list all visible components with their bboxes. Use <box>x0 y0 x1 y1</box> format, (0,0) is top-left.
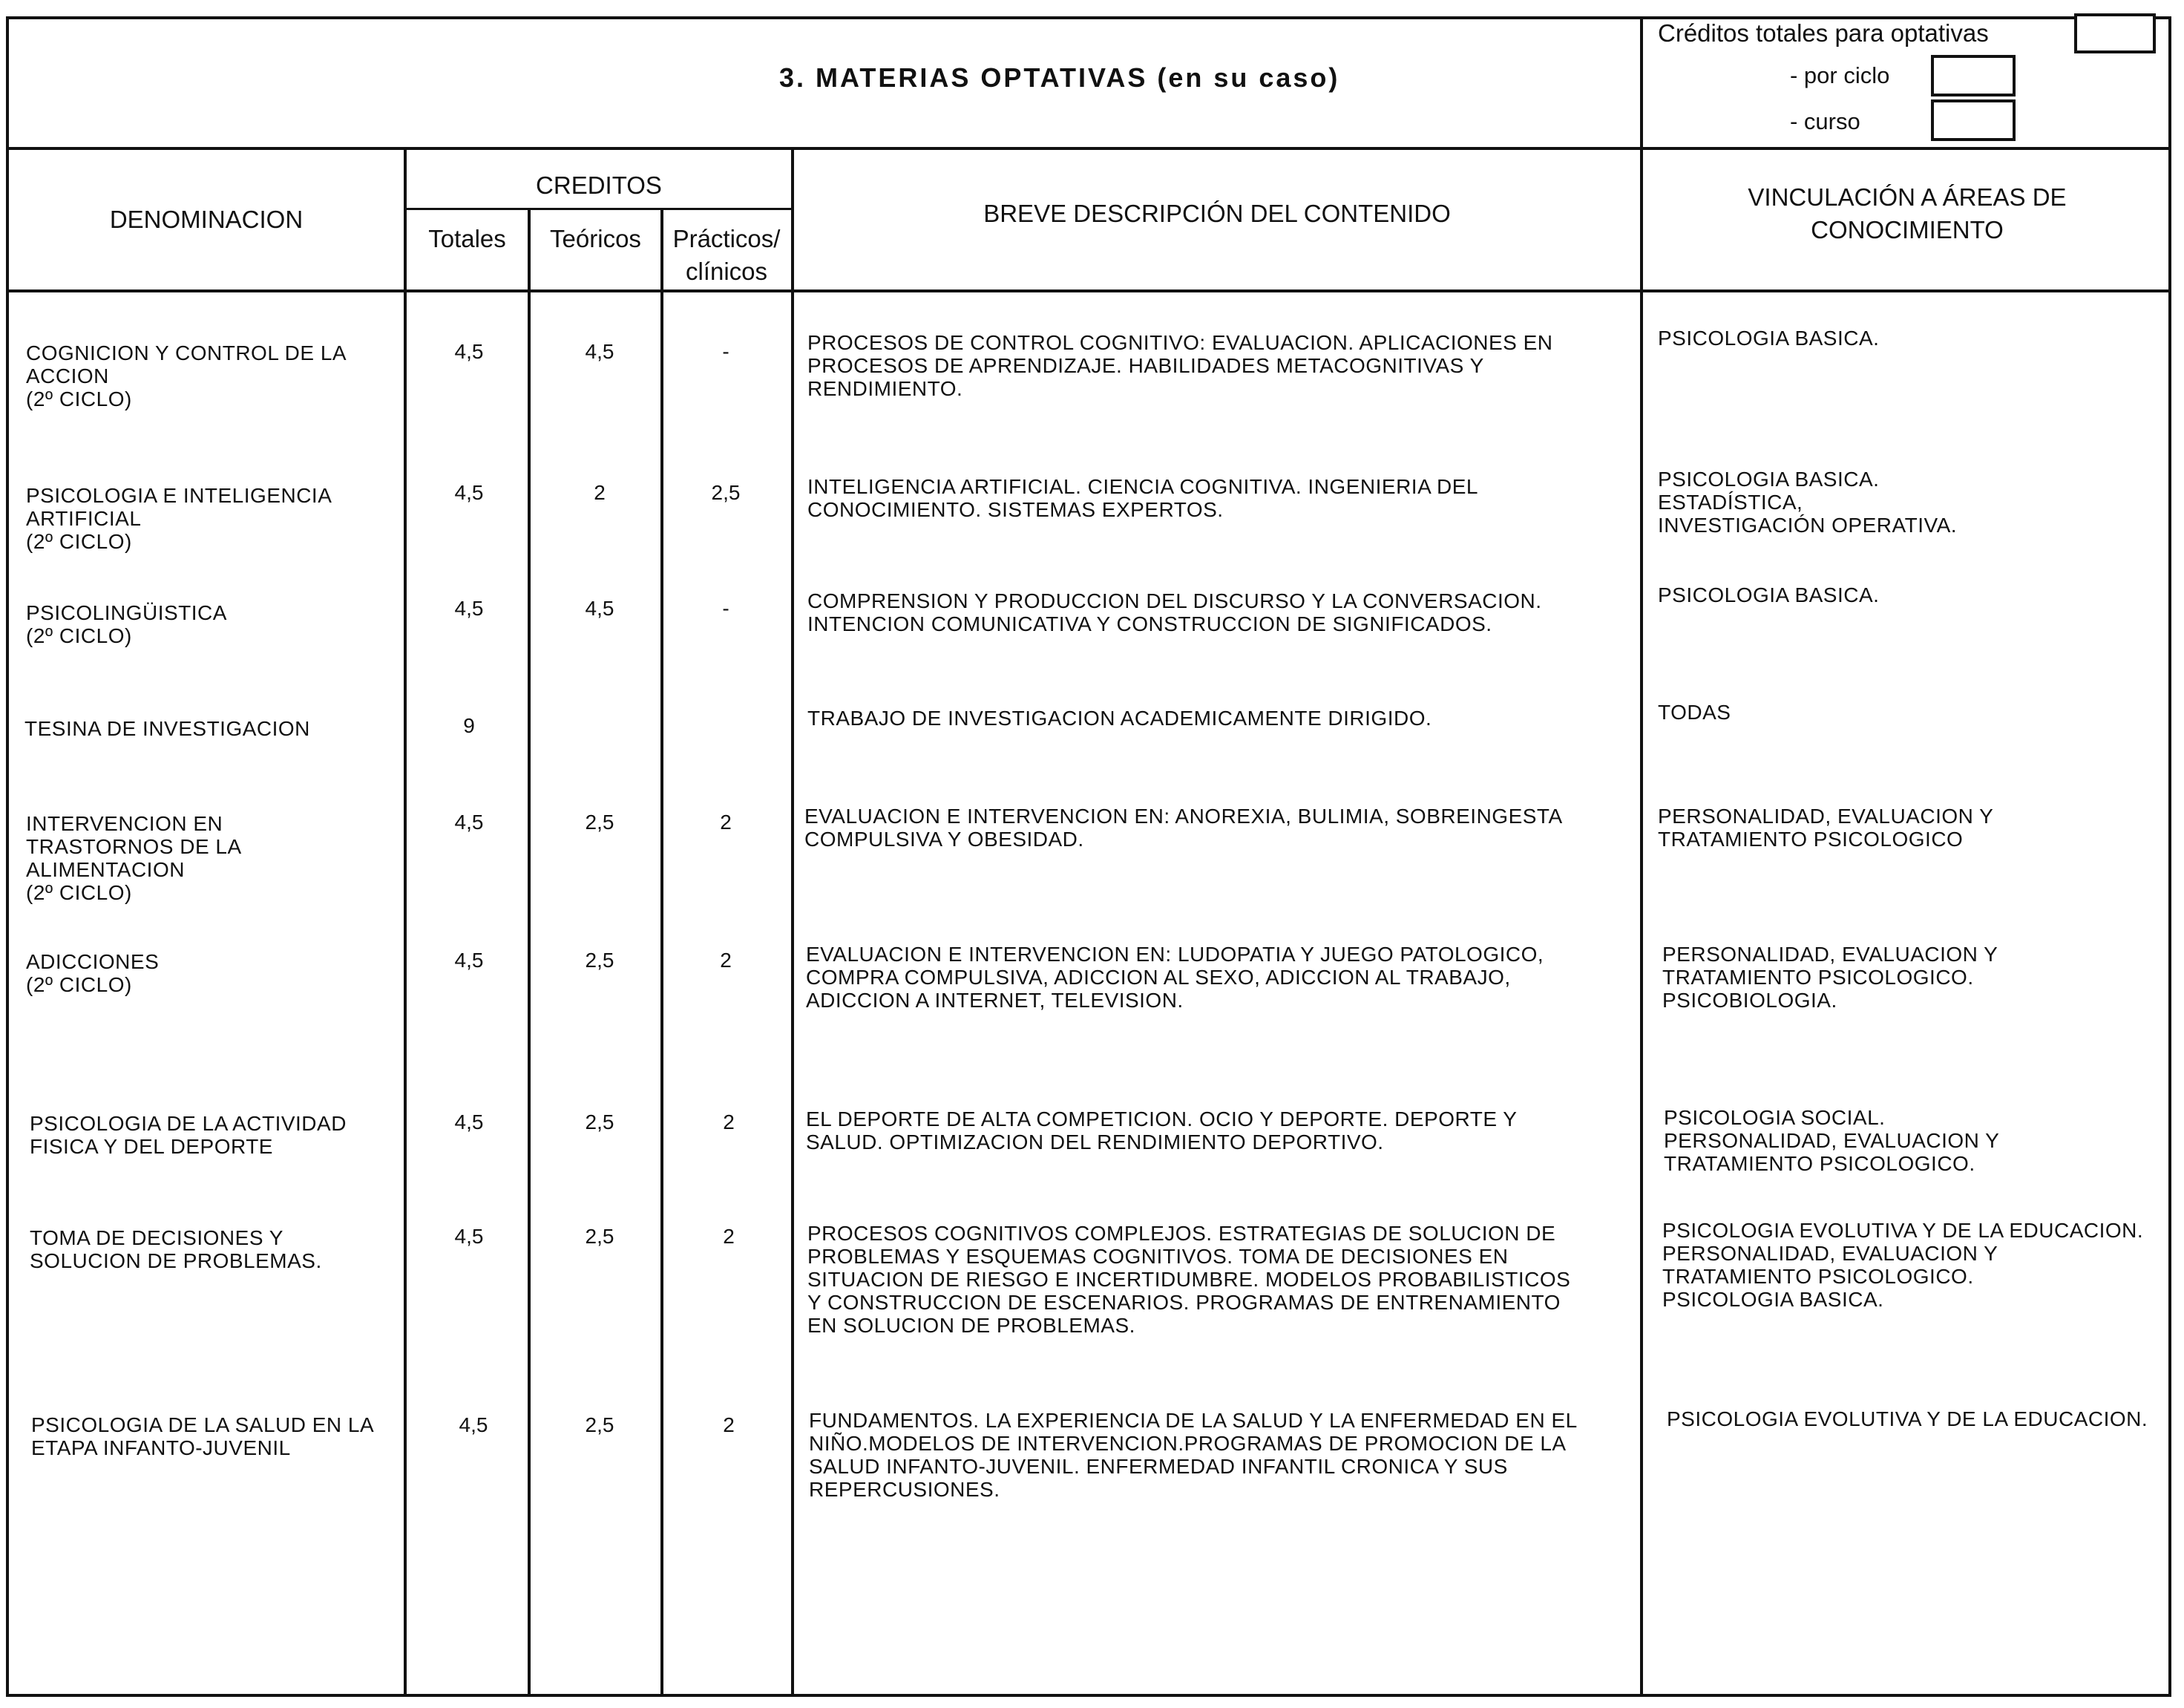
row-2-name: PSICOLOGIA E INTELIGENCIA ARTIFICIAL (2º CICLO) <box>26 484 332 553</box>
row-7-totales: 4,5 <box>454 1110 484 1133</box>
row-5-practicos: 2 <box>720 811 732 834</box>
row-3-practicos: - <box>722 597 729 620</box>
row-6-description: EVALUACION E INTERVENCION EN: LUDOPATIA Y JUEGO PATOLOGICO, COMPRA COMPULSIVA, ADICCION AL SEXO, ADICCION AL TRABAJO, ADICCION A INTERNET, TELEVISION. <box>806 943 1544 1012</box>
row-9-totales: 4,5 <box>459 1413 488 1436</box>
row-2-totales: 4,5 <box>454 481 484 504</box>
divider-col-totales <box>528 208 531 1697</box>
row-9-areas: PSICOLOGIA EVOLUTIVA Y DE LA EDUCACION. <box>1667 1407 2148 1430</box>
row-6-name: ADICCIONES (2º CICLO) <box>26 950 160 996</box>
divider-col-denominacion <box>404 147 407 1697</box>
header-descripcion: BREVE DESCRIPCIÓN DEL CONTENIDO <box>983 200 1451 227</box>
divider-col-creditos <box>791 147 794 1697</box>
divider-col-descripcion <box>1640 16 1643 1697</box>
row-7-teoricos: 2,5 <box>585 1110 614 1133</box>
row-1-totales: 4,5 <box>454 340 484 363</box>
header-creditos: CREDITOS <box>536 171 662 199</box>
row-2-description: INTELIGENCIA ARTIFICIAL. CIENCIA COGNITIVA. INGENIERIA DEL CONOCIMIENTO. SISTEMAS EXPERTOS. <box>807 475 1478 521</box>
row-5-name: INTERVENCION EN TRASTORNOS DE LA ALIMENTACION (2º CICLO) <box>26 812 242 904</box>
row-7-name: PSICOLOGIA DE LA ACTIVIDAD FISICA Y DEL DEPORTE <box>30 1112 347 1158</box>
header-vinculacion: VINCULACIÓN A ÁREAS DE CONOCIMIENTO <box>1748 183 2067 243</box>
header-totales: Totales <box>428 225 506 252</box>
row-3-areas: PSICOLOGIA BASICA. <box>1658 583 1880 606</box>
row-4-name: TESINA DE INVESTIGACION <box>24 717 310 740</box>
page-title: 3. MATERIAS OPTATIVAS (en su caso) <box>779 62 1340 93</box>
row-3-description: COMPRENSION Y PRODUCCION DEL DISCURSO Y LA CONVERSACION. INTENCION COMUNICATIVA Y CONSTRUCCION DE SIGNIFICADOS. <box>807 589 1542 635</box>
per-cycle-box <box>1931 55 2016 96</box>
row-6-areas: PERSONALIDAD, EVALUACION Y TRATAMIENTO PSICOLOGICO. PSICOBIOLOGIA. <box>1662 943 1998 1012</box>
header-practicos: Prácticos/ clínicos <box>672 225 781 285</box>
row-2-practicos: 2,5 <box>711 481 741 504</box>
row-8-teoricos: 2,5 <box>585 1225 614 1248</box>
row-1-name: COGNICION Y CONTROL DE LA ACCION (2º CICLO) <box>26 341 347 410</box>
totals-box <box>2074 13 2156 53</box>
row-3-name: PSICOLINGÜISTICA (2º CICLO) <box>26 601 227 647</box>
per-course-box <box>1931 99 2016 141</box>
row-7-areas: PSICOLOGIA SOCIAL. PERSONALIDAD, EVALUACION Y TRATAMIENTO PSICOLOGICO. <box>1664 1106 2000 1175</box>
divider-header-bottom <box>6 147 2171 150</box>
row-8-name: TOMA DE DECISIONES Y SOLUCION DE PROBLEMAS. <box>30 1226 322 1272</box>
header-denominacion: DENOMINACION <box>109 206 304 233</box>
row-8-practicos: 2 <box>723 1225 735 1248</box>
row-4-areas: TODAS <box>1658 701 1731 724</box>
row-5-description: EVALUACION E INTERVENCION EN: ANOREXIA, BULIMIA, SOBREINGESTA COMPULSIVA Y OBESIDAD. <box>804 805 1563 851</box>
divider-col-teoricos <box>660 208 663 1697</box>
row-3-teoricos: 4,5 <box>585 597 614 620</box>
totals-label: Créditos totales para optativas <box>1658 19 1989 47</box>
row-1-practicos: - <box>722 340 729 363</box>
row-6-totales: 4,5 <box>454 949 484 972</box>
row-1-areas: PSICOLOGIA BASICA. <box>1658 327 1880 350</box>
row-9-name: PSICOLOGIA DE LA SALUD EN LA ETAPA INFANTO-JUVENIL <box>31 1413 375 1459</box>
per-cycle-label: - por ciclo <box>1790 62 1890 88</box>
row-7-practicos: 2 <box>723 1110 735 1133</box>
row-5-teoricos: 2,5 <box>585 811 614 834</box>
row-5-totales: 4,5 <box>454 811 484 834</box>
row-6-teoricos: 2,5 <box>585 949 614 972</box>
row-9-practicos: 2 <box>723 1413 735 1436</box>
row-5-areas: PERSONALIDAD, EVALUACION Y TRATAMIENTO PSICOLOGICO <box>1658 805 1994 851</box>
row-7-description: EL DEPORTE DE ALTA COMPETICION. OCIO Y DEPORTE. DEPORTE Y SALUD. OPTIMIZACION DEL RENDIMIENTO DEPORTIVO. <box>806 1107 1518 1154</box>
row-1-description: PROCESOS DE CONTROL COGNITIVO: EVALUACION. APLICACIONES EN PROCESOS DE APRENDIZAJE. HABILIDADES METACOGNITIVAS Y RENDIMIENTO. <box>807 331 1553 400</box>
divider-creditos-sub <box>404 208 793 210</box>
row-4-description: TRABAJO DE INVESTIGACION ACADEMICAMENTE DIRIGIDO. <box>807 707 1432 730</box>
row-8-description: PROCESOS COGNITIVOS COMPLEJOS. ESTRATEGIAS DE SOLUCION DE PROBLEMAS Y ESQUEMAS COGNITIVOS. TOMA DE DECISIONES EN SITUACION DE RIESGO E INCERTIDUMBRE. MODELOS PROBABILISTICOS Y CONSTRUCCION DE ESCENARIOS. PROGRAMAS DE ENTRENAMIENTO EN SOLUCION DE PROBLEMAS. <box>807 1222 1571 1337</box>
row-8-areas: PSICOLOGIA EVOLUTIVA Y DE LA EDUCACION. PERSONALIDAD, EVALUACION Y TRATAMIENTO PSICOLOGICO. PSICOLOGIA BASICA. <box>1662 1219 2144 1311</box>
row-6-practicos: 2 <box>720 949 732 972</box>
row-2-teoricos: 2 <box>594 481 606 504</box>
row-9-teoricos: 2,5 <box>585 1413 614 1436</box>
row-4-totales: 9 <box>463 714 475 737</box>
row-9-description: FUNDAMENTOS. LA EXPERIENCIA DE LA SALUD Y LA ENFERMEDAD EN EL NIÑO.MODELOS DE INTERVENCION.PROGRAMAS DE PROMOCION DE LA SALUD INFANTO-JUVENIL. ENFERMEDAD INFANTIL CRONICA Y SUS REPERCUSIONES. <box>809 1409 1578 1501</box>
row-1-teoricos: 4,5 <box>585 340 614 363</box>
header-teoricos: Teóricos <box>550 225 641 252</box>
row-8-totales: 4,5 <box>454 1225 484 1248</box>
row-2-areas: PSICOLOGIA BASICA. ESTADÍSTICA, INVESTIGACIÓN OPERATIVA. <box>1658 468 1958 537</box>
divider-column-header-bottom <box>6 289 2171 292</box>
row-3-totales: 4,5 <box>454 597 484 620</box>
per-course-label: - curso <box>1790 108 1860 134</box>
